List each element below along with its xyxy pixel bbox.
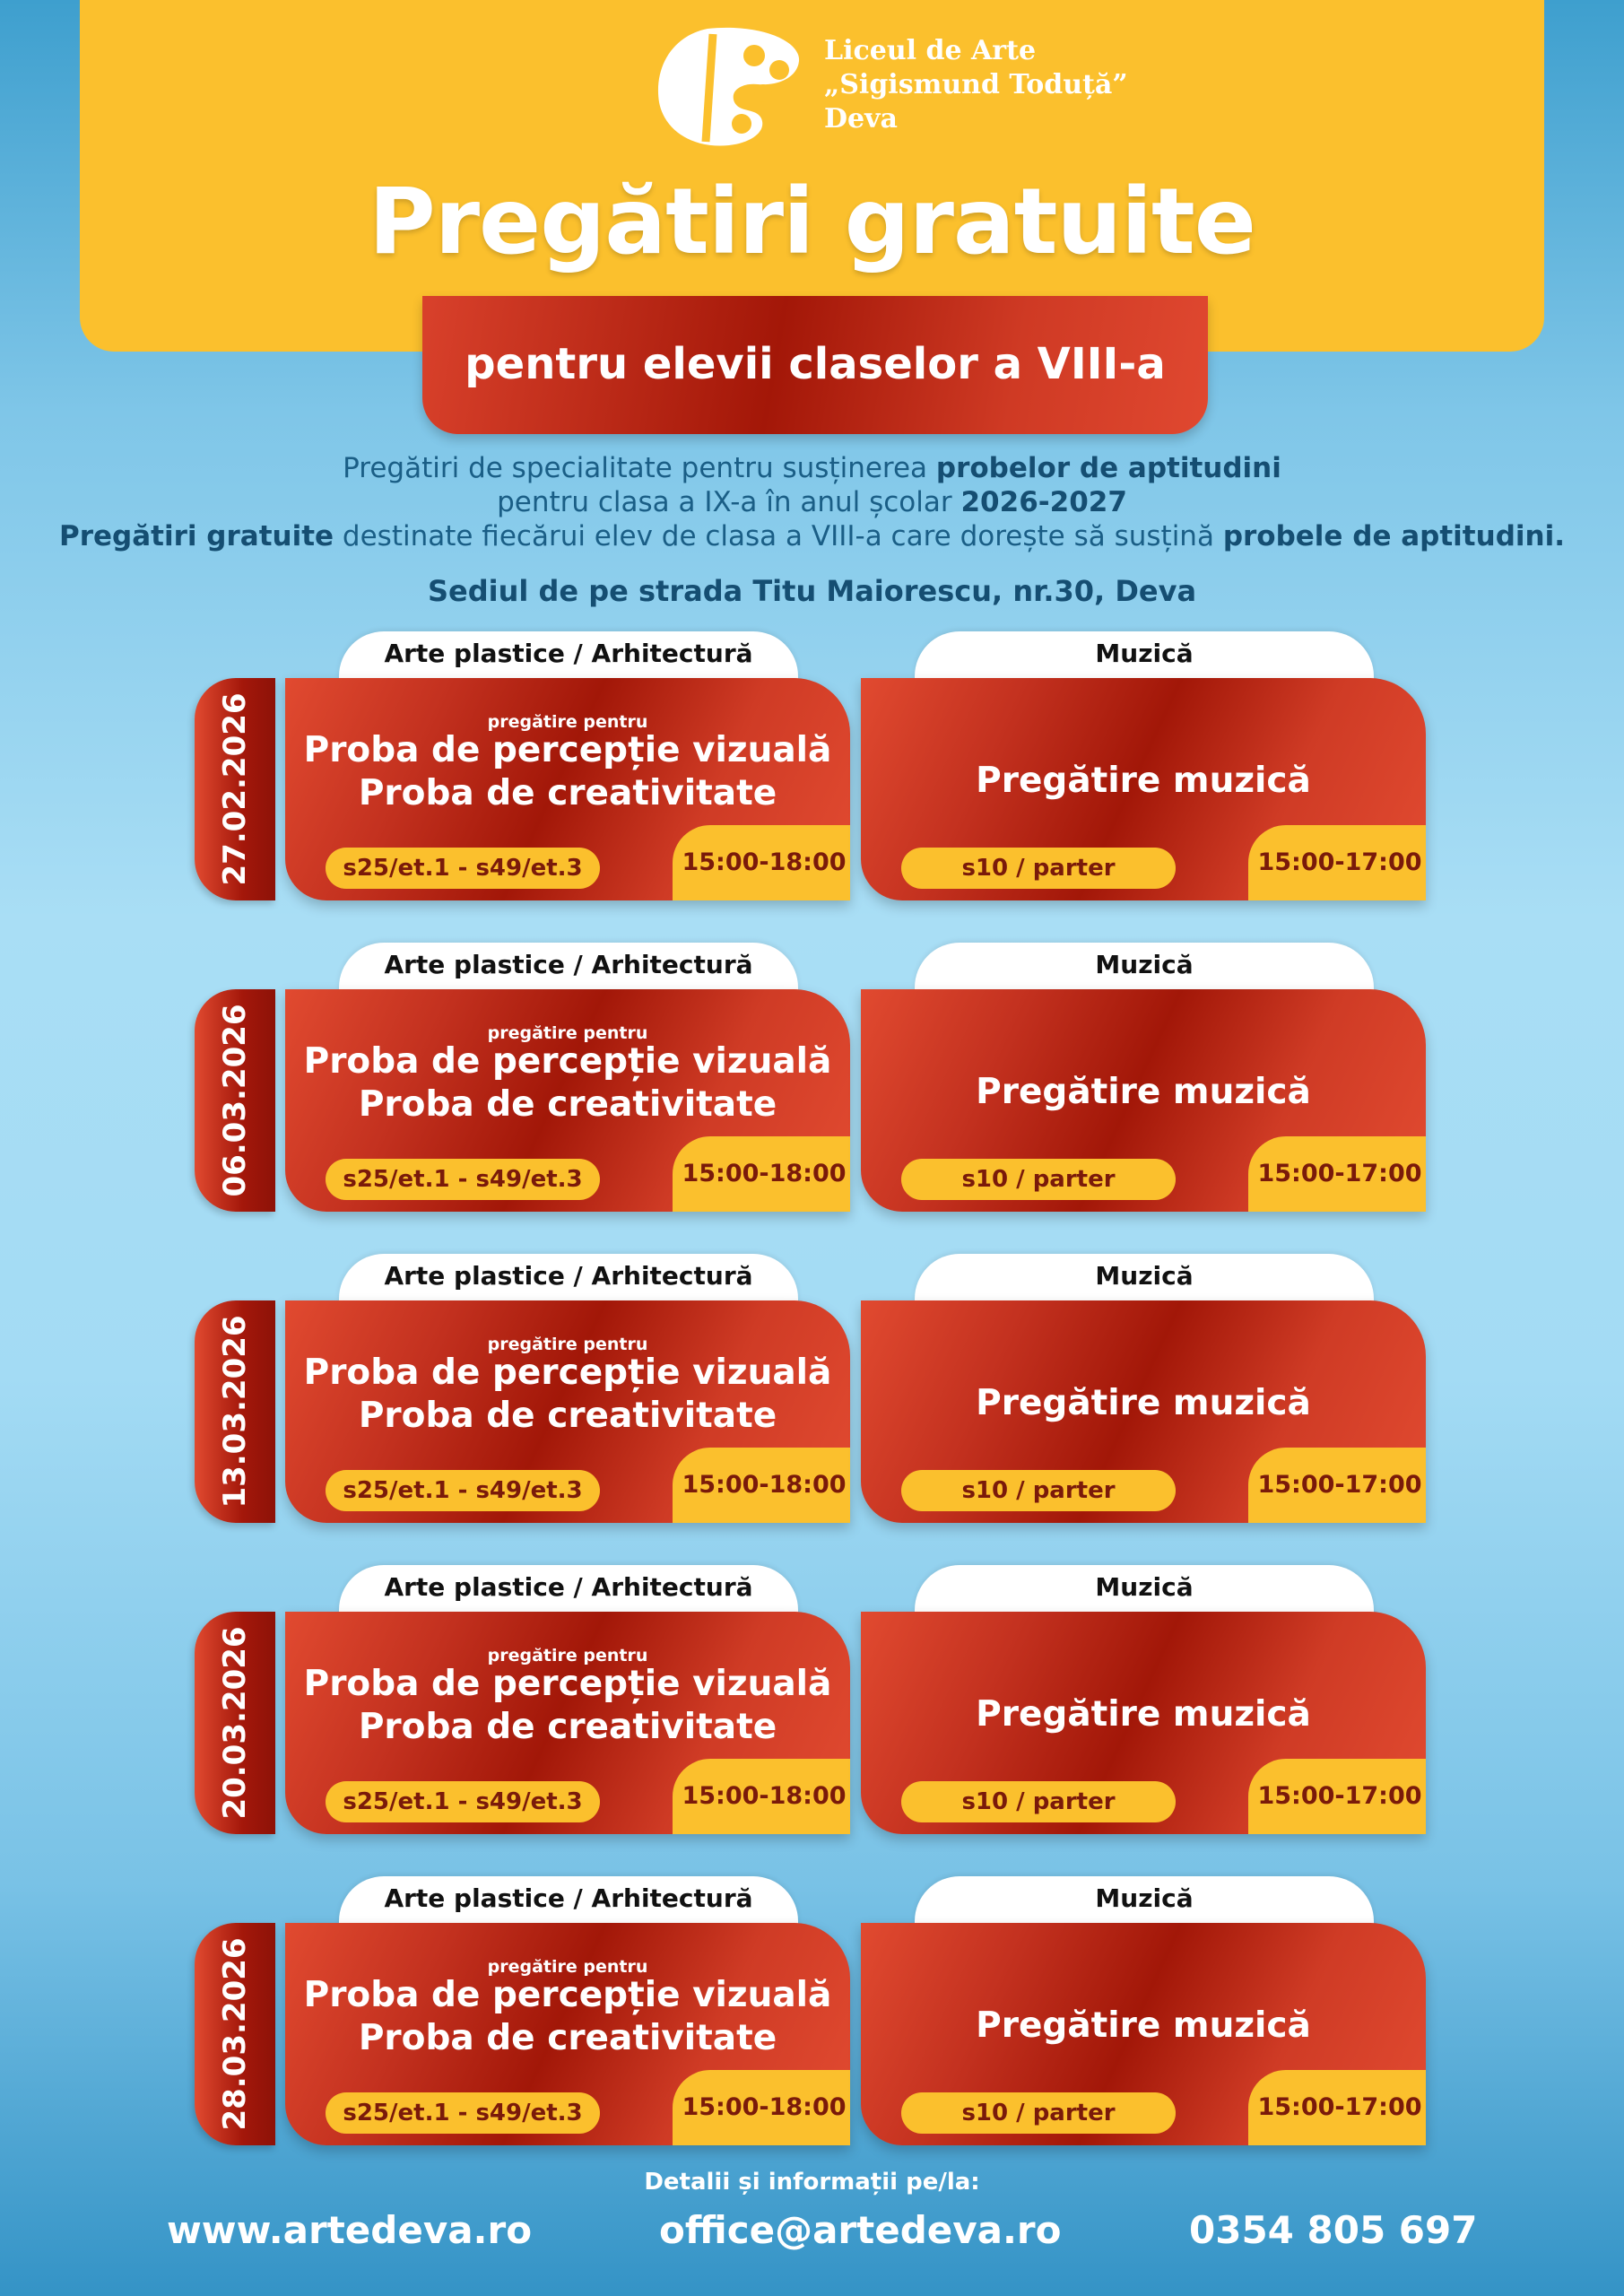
arts-card — [285, 678, 850, 900]
session-row — [0, 943, 1624, 1212]
music-room-badge: s10 / parter — [901, 848, 1176, 889]
music-card — [861, 1923, 1426, 2145]
arts-room-badge: s25/et.1 - s49/et.3 — [326, 848, 600, 889]
arts-line-1: Proba de percepție vizuală — [303, 1041, 832, 1082]
intro-line-3 — [0, 519, 1624, 553]
arts-room-badge: s25/et.1 - s49/et.3 — [326, 2092, 600, 2134]
arts-line-2: Proba de creativitate — [358, 1707, 777, 1747]
music-time: 15:00-17:00 — [1248, 1136, 1426, 1212]
arts-time: 15:00-18:00 — [673, 1759, 850, 1834]
phone-number[interactable]: 0354 805 697 — [1189, 2208, 1478, 2252]
arts-small-label: pregătire pentru — [487, 712, 648, 732]
music-title: Pregătire muzică — [976, 2005, 1311, 2046]
session-date: 28.03.2026 — [217, 1937, 253, 2131]
arts-card — [285, 989, 850, 1212]
music-title: Pregătire muzică — [976, 1694, 1311, 1735]
music-room-badge: s10 / parter — [901, 1159, 1176, 1200]
intro-l3-bold-c: probele de aptitudini. — [1222, 520, 1565, 552]
session-row — [0, 1876, 1624, 2145]
music-room-badge: s10 / parter — [901, 1470, 1176, 1511]
arts-time: 15:00-18:00 — [673, 825, 850, 900]
tab-music-label: Muzică — [1095, 950, 1194, 979]
session-row — [0, 1565, 1624, 1834]
arts-room-badge: s25/et.1 - s49/et.3 — [326, 1781, 600, 1822]
arts-time: 15:00-18:00 — [673, 1448, 850, 1523]
intro-l3-text: destinate fiecărui elev de clasa a VIII-a care dorește să susțină — [334, 520, 1223, 552]
arts-card — [285, 1923, 850, 2145]
music-room-badge: s10 / parter — [901, 2092, 1176, 2134]
tab-arts-label: Arte plastice / Arhitectură — [384, 639, 753, 668]
school-name-line3: Deva — [824, 103, 898, 135]
arts-room-badge: s25/et.1 - s49/et.3 — [326, 1159, 600, 1200]
intro-line-2 — [0, 485, 1624, 519]
music-time: 15:00-17:00 — [1248, 1448, 1426, 1523]
arts-small-label: pregătire pentru — [487, 1023, 648, 1043]
arts-line-1: Proba de percepție vizuală — [303, 1352, 832, 1393]
arts-line-2: Proba de creativitate — [358, 1396, 777, 1436]
session-date: 06.03.2026 — [217, 1004, 253, 1197]
tab-arts-label: Arte plastice / Arhitectură — [384, 950, 753, 979]
tab-arts-label: Arte plastice / Arhitectură — [384, 1883, 753, 1913]
date-tab — [195, 1612, 275, 1834]
arts-line-1: Proba de percepție vizuală — [303, 730, 832, 770]
school-name — [824, 34, 1128, 136]
music-card — [861, 1300, 1426, 1523]
intro-l1-bold: probelor de aptitudini — [935, 452, 1281, 484]
email-link[interactable]: office@artedeva.ro — [659, 2208, 1062, 2252]
arts-small-label: pregătire pentru — [487, 1646, 648, 1665]
arts-line-2: Proba de creativitate — [358, 1084, 777, 1125]
intro-line-1 — [0, 451, 1624, 485]
arts-line-1: Proba de percepție vizuală — [303, 1664, 832, 1704]
intro-l1-text: Pregătiri de specialitate pentru susținerea — [343, 452, 936, 484]
artist-palette-logo-icon — [654, 25, 815, 151]
school-name-line2: „Sigismund Toduță” — [824, 69, 1128, 100]
arts-time: 15:00-18:00 — [673, 2070, 850, 2145]
subtitle-banner — [422, 296, 1208, 434]
page-title: Pregătiri gratuite — [368, 169, 1255, 275]
school-name-line1: Liceul de Arte — [824, 35, 1037, 66]
music-title: Pregătire muzică — [976, 1383, 1311, 1423]
tab-music-label: Muzică — [1095, 1883, 1194, 1913]
tab-music-label: Muzică — [1095, 639, 1194, 668]
session-date: 20.03.2026 — [217, 1626, 253, 1820]
music-card — [861, 1612, 1426, 1834]
session-row — [0, 631, 1624, 900]
address: Sediul de pe strada Titu Maiorescu, nr.30, Deva — [427, 574, 1197, 608]
intro-l2-bold: 2026-2027 — [960, 486, 1127, 518]
intro-l2-text: pentru clasa a IX-a în anul școlar — [497, 486, 961, 518]
session-row — [0, 1254, 1624, 1523]
music-time: 15:00-17:00 — [1248, 825, 1426, 900]
music-card — [861, 989, 1426, 1212]
tab-music-label: Muzică — [1095, 1261, 1194, 1291]
date-tab — [195, 1923, 275, 2145]
date-tab — [195, 1300, 275, 1523]
tab-arts-label: Arte plastice / Arhitectură — [384, 1261, 753, 1291]
arts-line-2: Proba de creativitate — [358, 2018, 777, 2058]
footer-label: Detalii și informații pe/la: — [644, 2169, 980, 2196]
tab-arts-label: Arte plastice / Arhitectură — [384, 1572, 753, 1602]
music-time: 15:00-17:00 — [1248, 2070, 1426, 2145]
tab-music-label: Muzică — [1095, 1572, 1194, 1602]
arts-time: 15:00-18:00 — [673, 1136, 850, 1212]
intro-text — [0, 451, 1624, 553]
music-time: 15:00-17:00 — [1248, 1759, 1426, 1834]
music-room-badge: s10 / parter — [901, 1781, 1176, 1822]
arts-room-badge: s25/et.1 - s49/et.3 — [326, 1470, 600, 1511]
date-tab — [195, 678, 275, 900]
session-date: 27.02.2026 — [217, 692, 253, 886]
subtitle: pentru elevii claselor a VIII-a — [465, 339, 1166, 389]
arts-line-2: Proba de creativitate — [358, 773, 777, 813]
music-card — [861, 678, 1426, 900]
session-date: 13.03.2026 — [217, 1315, 253, 1509]
date-tab — [195, 989, 275, 1212]
school-logo — [654, 25, 1156, 151]
music-title: Pregătire muzică — [976, 1072, 1311, 1112]
intro-l3-bold-a: Pregătiri gratuite — [59, 520, 334, 552]
arts-small-label: pregătire pentru — [487, 1335, 648, 1354]
music-title: Pregătire muzică — [976, 761, 1311, 801]
arts-card — [285, 1612, 850, 1834]
arts-line-1: Proba de percepție vizuală — [303, 1975, 832, 2015]
arts-card — [285, 1300, 850, 1523]
website-link[interactable]: www.artedeva.ro — [167, 2208, 533, 2252]
arts-small-label: pregătire pentru — [487, 1957, 648, 1977]
